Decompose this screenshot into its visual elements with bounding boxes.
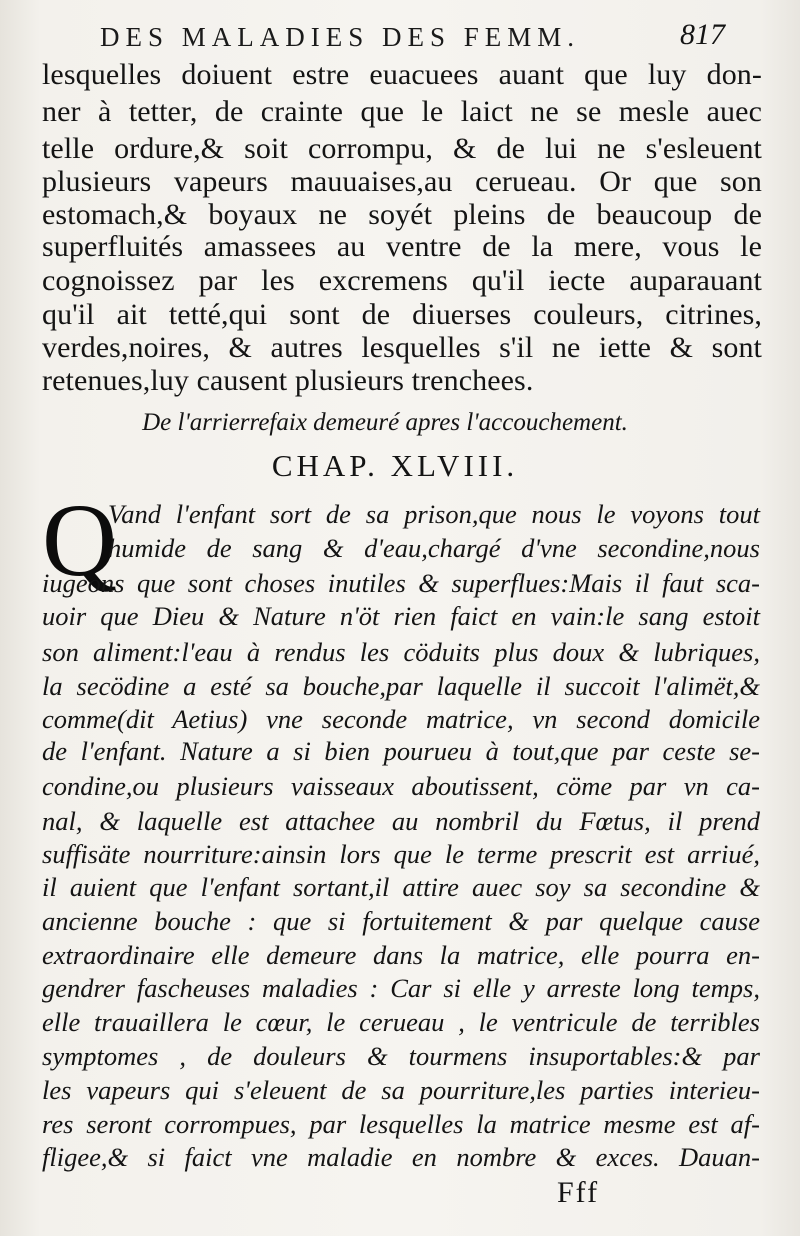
text-line: telle ordure,& soit corrompu, & de lui ne s'esleuent [42,132,762,165]
text-line: ancienne bouche : que si fortuitement & par quelque cause [42,906,760,936]
text-line: nal, & laquelle est attachee au nombril du Fœtus, il prend [42,806,760,836]
text-line: suffisäte nourriture:ainsin lors que le terme prescrit est arriué, [42,839,760,869]
text-line: ner à tetter, de crainte que le laict ne se mesle auec [42,95,762,128]
text-line: cognoissez par les excremens qu'il iecte auparauant [42,264,762,297]
text-line: verdes,noires, & autres lesquelles s'il ne iette & sont [42,331,762,364]
text-line: qu'il ait tetté,qui sont de diuerses couleurs, citrines, [42,298,762,331]
text-line: uoir que Dieu & Nature n'öt rien faict en vain:le sang estoit [42,601,760,631]
text-line: lesquelles doiuent estre euacuees auant que luy don- [42,58,762,91]
text-line: son aliment:l'eau à rendus les cöduits plus doux & lubriques, [42,637,760,667]
text-line: humide de sang & d'eau,chargé d'vne secondine,nous [108,533,760,563]
text-line: fligee,& si faict vne maladie en nombre & exces. Dauan- [42,1142,760,1172]
text-line: retenues,luy causent plusieurs trenchees. [42,364,534,397]
text-line: gendrer fascheuses maladies : Car si elle y arreste long temps, [42,973,760,1003]
running-title: DES MALADIES DES FEMM. [100,22,581,52]
text-line: condine,ou plusieurs vaisseaux aboutissent, cöme par vn ca- [42,771,760,801]
drop-cap: Q [42,483,118,598]
text-line: la secödine a esté sa bouche,par laquelle il succoit l'alimët,& [42,671,760,701]
chapter-title: De l'arrierrefaix demeuré apres l'accouchement. [142,409,628,436]
text-line: estomach,& boyaux ne soyét pleins de beaucoup de [42,198,762,231]
text-line: Vand l'enfant sort de sa prison,que nous le voyons tout [108,499,760,529]
chapter-number: CHAP. XLVIII. [271,448,519,483]
text-line: iugeons que sont choses inutiles & superflues:Mais il faut sca- [42,568,760,598]
signature-mark: Fff [557,1176,600,1209]
text-line: il auient que l'enfant sortant,il attire auec soy sa secondine & [42,872,760,902]
text-line: symptomes , de douleurs & tourmens insuportables:& par [42,1041,760,1071]
text-line: plusieurs vapeurs mauuaises,au cerueau. Or que son [42,165,762,198]
text-line: comme(dit Aetius) vne seconde matrice, vn second domicile [42,704,760,734]
text-line: de l'enfant. Nature a si bien pourueu à tout,que par ceste se- [42,736,760,766]
page-header [0,14,800,58]
text-line: superfluités amassees au ventre de la mere, vous le [42,230,762,263]
text-line: res seront corrompues, par lesquelles la matrice mesme est af- [42,1109,760,1139]
text-line: les vapeurs qui s'eleuent de sa pourriture,les parties interieu- [42,1075,760,1105]
text-line: elle trauaillera le cœur, le cerueau , le ventricule de terribles [42,1007,760,1037]
text-line: extraordinaire elle demeure dans la matrice, elle pourra en- [42,940,760,970]
page-number: 817 [680,18,725,51]
